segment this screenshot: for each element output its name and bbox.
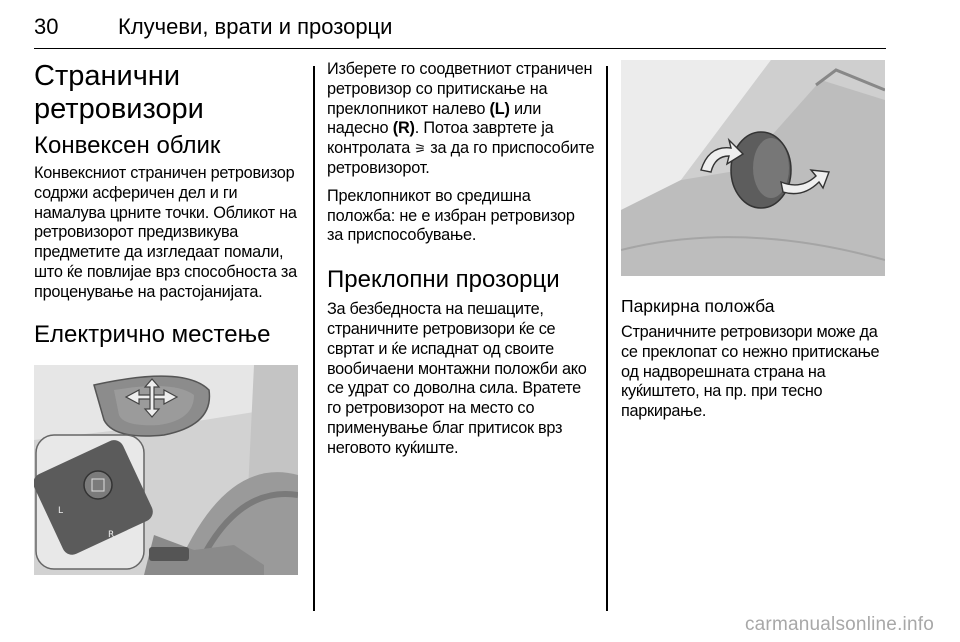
chapter-title: Клучеви, врати и прозорци (118, 14, 393, 39)
column-right (621, 60, 887, 422)
folding-mirror-illustration (621, 60, 885, 276)
watermark: carmanualsonline.info (744, 614, 934, 635)
paragraph-select-part2: или надесно (327, 99, 542, 138)
bold-left-key: (L) (489, 99, 510, 118)
switch-label-l: L (58, 505, 64, 516)
column-divider-1 (313, 66, 315, 611)
paragraph-folding: За безбедноста на пешаците, страничните ретровизори ќе се свртат и ќе испаднат од своите вообичаени монтажни положби ако се удрат со доволна сила. Вратете го ретровизорот на место со применување благ притисок врз неговото куќиште. (327, 300, 587, 457)
paragraph-center-position: Преклопникот во средишна положба: не е избран ретровизор за приспособување. (327, 186, 575, 245)
page-header (34, 12, 886, 49)
mirror-switch-illustration (34, 365, 298, 575)
column-left (34, 60, 302, 575)
page-number: 30 (34, 14, 59, 39)
heading-parking: Паркирна положба (621, 296, 775, 316)
column-middle (327, 60, 595, 459)
heading-electric: Електрично местење (34, 320, 271, 348)
bold-right-key: (R) (392, 119, 415, 138)
paragraph-select-part3: . Потоа завртете ја контролата (327, 119, 554, 158)
folded-mirror-housing (731, 132, 791, 208)
heading-folding: Преклопни прозорци (327, 266, 560, 294)
paragraph-convex: Конвексниот страничен ретровизор содржи асферичен дел и ги намалува црните точки. Обликот на ретровизорот предизвикува предметите да изгледаат помали, што ќе повлијае врз способноста за проценување на растојанијата. (34, 164, 297, 301)
heading-convex: Конвексен облик (34, 132, 221, 159)
switch-label-r: R (108, 529, 115, 540)
column-divider-2 (606, 66, 608, 611)
paragraph-select-mirror (327, 60, 595, 179)
mirror-control-icon: ⚞ (414, 141, 426, 157)
paragraph-parking: Страничните ретровизори може да се преклопат со нежно притискање од надворешната страна на куќиштето, на пр. при тесно паркирање. (621, 323, 880, 421)
section-title: Странични ретровизори (34, 60, 204, 125)
paragraph-select-part4: за да го приспособите ретровизорот. (327, 139, 595, 177)
paragraph-select-part1: Изберете го соодветниот страничен ретровизор со притискање на преклопникот налево (327, 60, 593, 118)
